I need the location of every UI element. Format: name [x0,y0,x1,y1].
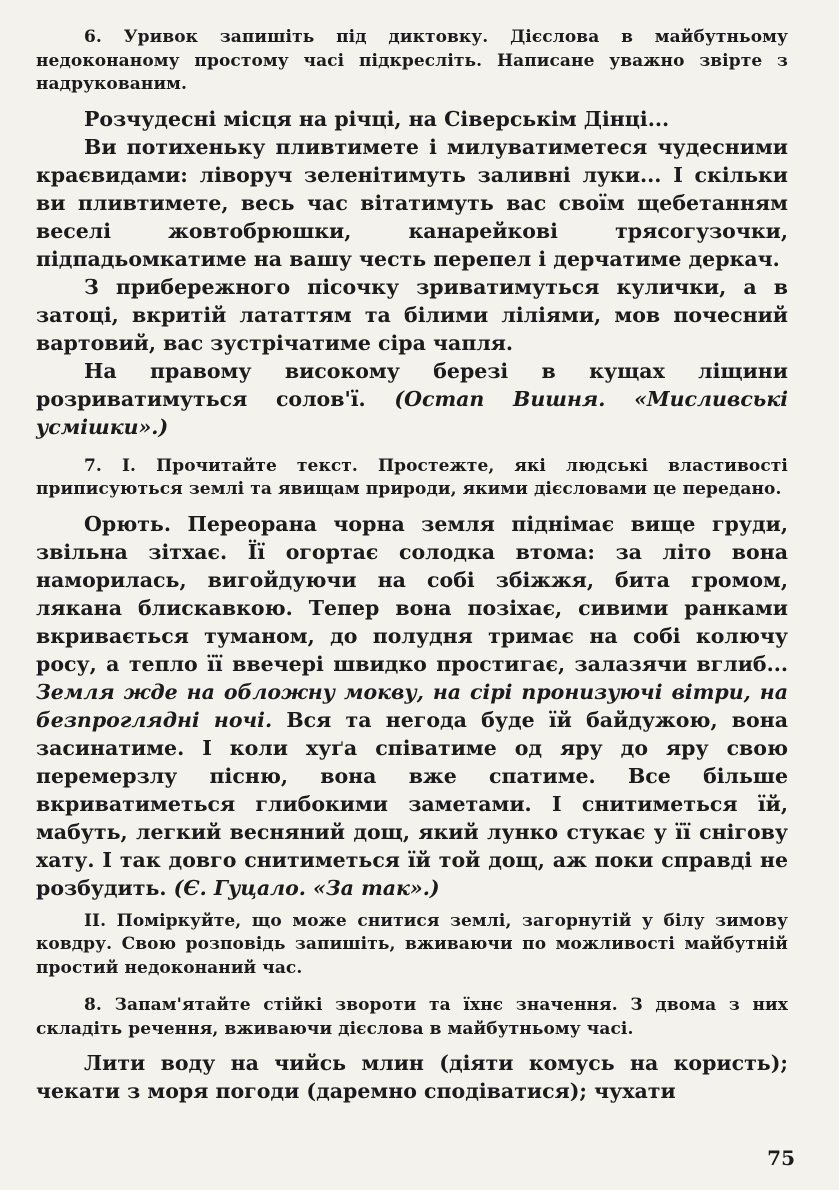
exercise-6-paragraph-1: Розчудесні місця на річці, на Сіверськім Дінці... [84,106,670,131]
exercise-8-text: Лити воду на чийсь млин (діяти комусь на користь); чекати з моря погоди (даремно сподіватися); чухати [36,1051,788,1103]
exercise-6-paragraph-4-text: На правому високому березі в кущах ліщини розриватимуться солов'ї. [36,358,788,411]
exercise-7-task [36,455,788,502]
exercise-8-instruction: Запам'ятайте стійкі звороти та їхнє значення. З двома з них складіть речення, вживаючи дієслова в майбутньому часі. [36,995,788,1039]
exercise-8-number: 8. [84,995,102,1015]
exercise-6-instruction: Уривок запишіть під диктовку. Дієслова в майбутньому недоконаному простому часі підкресліть. Написане уважно звірте з надрукованим. [36,27,788,94]
exercise-7-text-c: Вся та негода буде їй байдужою, вона засинатиме. І коли хуґа співатиме од яру до яру свою перемерзлу пісню, вона вже спатиме. Все більше вкриватиметься глибокими заметами. І снитиметься їй, мабуть, легкий весняний дощ, який лунко стукає у її снігову хату. І так довго снитиметься їй той дощ, аж поки справді не розбудить. [36,707,789,900]
exercise-7-text-b: Земля жде на обложну мокву, на сірі пронизуючі вітри, на безпроглядні ночі. [36,679,788,732]
exercise-6-paragraph-4 [36,357,788,441]
exercise-6-task [36,26,788,97]
exercise-6-paragraph-3: З прибережного пісочку зриватимуться кулички, а в затоці, вкритій лататтям та білими ліліями, мов почесний вартовий, вас зустрічатиме сіра чапля. [36,274,788,355]
exercise-8-task [36,994,788,1041]
textbook-page [36,26,788,1105]
exercise-7-text-a: Орють. Переорана чорна земля піднімає вище груди, звільна зітхає. Її огортає солодка втома: за літо вона наморилась, вигойдуючи на собі збіжжя, бита громом, лякана блискавкою. Тепер вона позіхає, сивими ранками вкривається туманом, до полудня тримає на собі колючу росу, а тепло її ввечері швидко простигає, залазячи вглиб... [36,511,788,676]
exercise-6-number: 6. [84,27,102,47]
page-number: 75 [767,1146,795,1170]
exercise-6-source: (Остап Вишня. «Мисливські усмішки».) [36,386,788,439]
exercise-6-paragraph-2: Ви потихеньку пливтимете і милуватиметеся чудесними краєвидами: ліворуч зеленітимуть заливні луки... І скільки ви пливтимете, весь час вітатимуть вас своїм щебетанням веселі жовтобрюшки, канарейкові трясогузочки, підпадьомкатиме на вашу честь перепел і дерчатиме деркач. [36,134,788,271]
exercise-7-part-2 [36,910,788,981]
exercise-7-part-2-instruction: Поміркуйте, що може снитися землі, загорнутій у білу зимову ковдру. Свою розповідь запишіть, вживаючи по можливості майбутній простий недоконаний час. [36,910,788,978]
exercise-7-text [36,510,788,902]
exercise-7-part-2-number: ІІ. [84,910,107,931]
exercise-7-number: 7. І. [84,455,137,476]
exercise-7-source: (Є. Гуцало. «За так».) [173,875,440,900]
exercise-7-instruction: Прочитайте текст. Простежте, які людські властивості приписуються землі та явищам природи, якими дієсловами це передано. [36,455,788,499]
